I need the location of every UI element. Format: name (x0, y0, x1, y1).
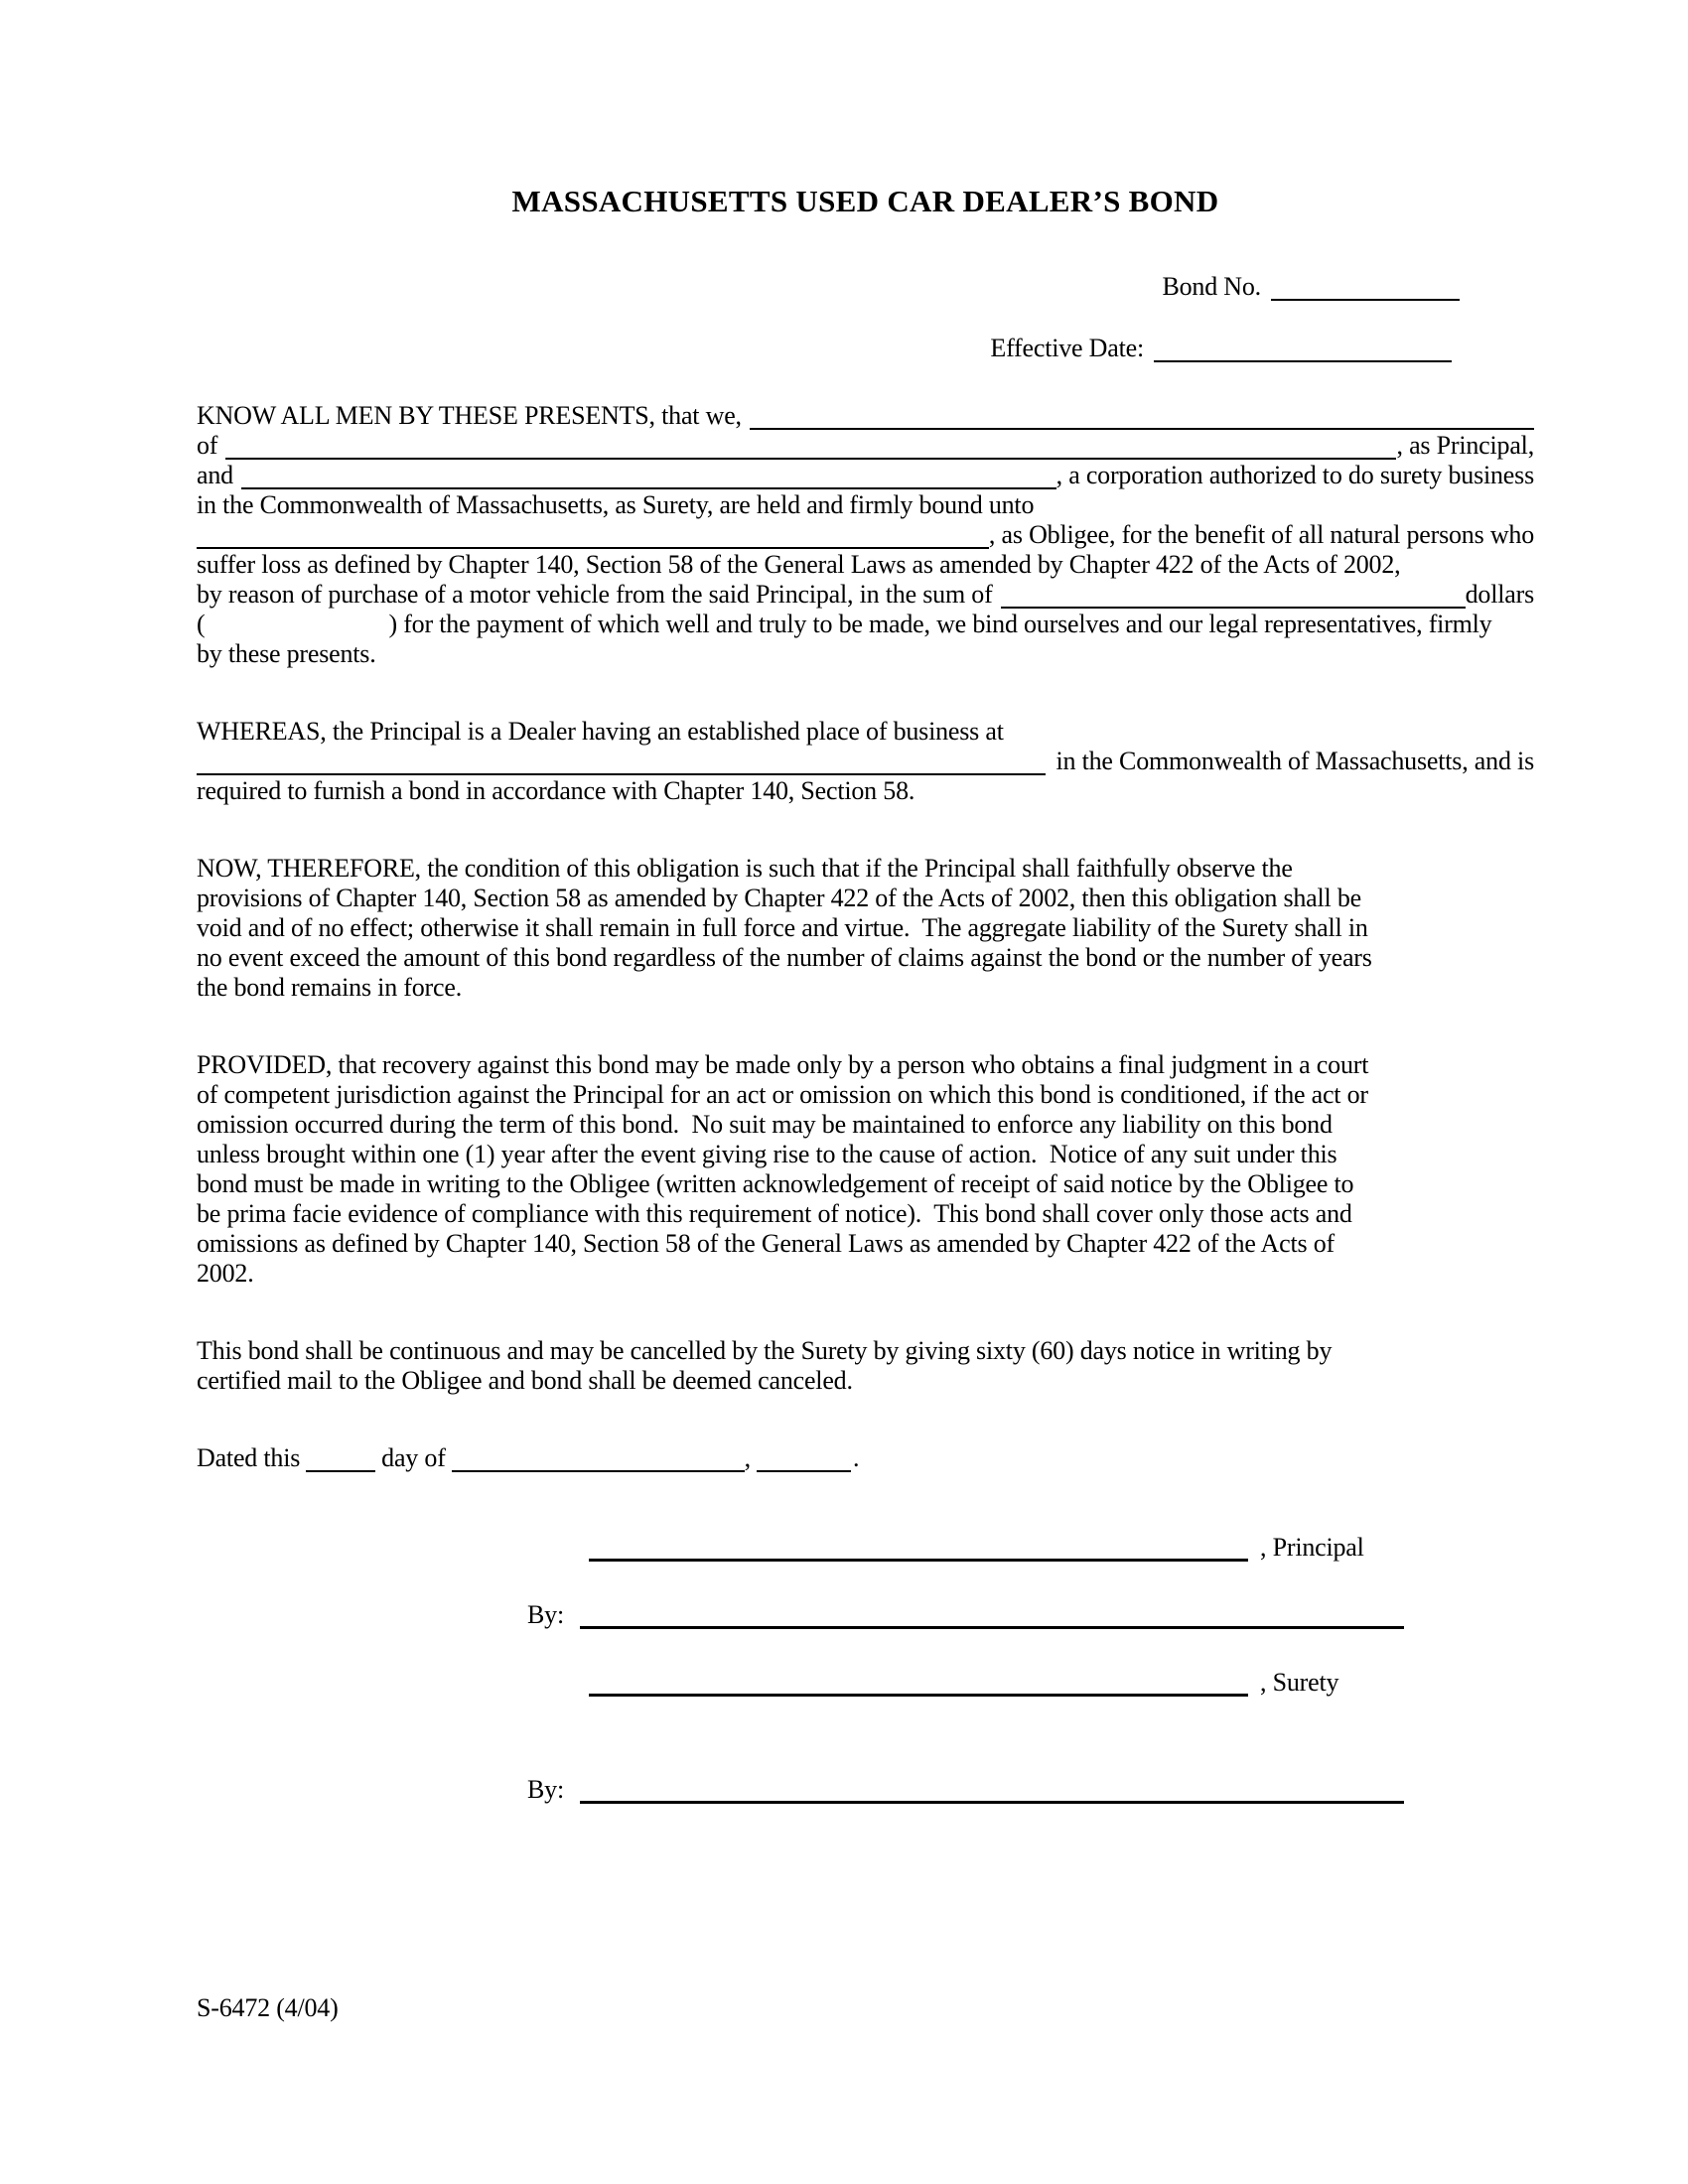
text-line: unless brought within one (1) year after the event giving rise to the cause of action. Notice of any suit under this (197, 1140, 1337, 1168)
surety-name-field[interactable] (241, 464, 1056, 489)
surety-signature-row (589, 1663, 1534, 1697)
text-line: 2002. (197, 1259, 254, 1288)
principal-signature-row (589, 1528, 1534, 1562)
dated-line: Dated this day of , . (197, 1443, 860, 1472)
text-line: ( ) for the payment of which well and truly to be made, we bind ourselves and our legal representatives, firmly (197, 610, 1492, 638)
effective-date-field[interactable] (1154, 337, 1452, 362)
paragraph-now-therefore (197, 853, 1534, 1002)
text-line: in the Commonwealth of Massachusetts, and is (197, 746, 1534, 775)
principal-signature-field[interactable] (589, 1533, 1248, 1562)
text-line: This bond shall be continuous and may be cancelled by the Surety by giving sixty (60) days notice in writing by (197, 1336, 1333, 1365)
text-line: by these presents. (197, 639, 376, 668)
principal-name-field[interactable] (750, 404, 1534, 430)
obligee-name-field[interactable] (197, 523, 989, 549)
text-line: NOW, THEREFORE, the condition of this obligation is such that if the Principal shall faithfully observe the (197, 854, 1293, 883)
effective-date-label: Effective Date: (990, 334, 1144, 362)
by-label: By: (527, 1775, 564, 1804)
text-line: required to furnish a bond in accordance with Chapter 140, Section 58. (197, 776, 915, 805)
bond-no-row (197, 269, 1534, 301)
dated-day-field[interactable] (306, 1446, 375, 1472)
text-line: , as Obligee, for the benefit of all natural persons who (197, 519, 1534, 549)
text-line: in the Commonwealth of Massachusetts, as Surety, are held and firmly bound unto (197, 490, 1035, 519)
text-line: void and of no effect; otherwise it shall remain in full force and virtue. The aggregate liability of the Surety shall in (197, 913, 1368, 942)
by-label: By: (527, 1600, 564, 1629)
text-line: suffer loss as defined by Chapter 140, Section 58 of the General Laws as amended by Chapter 422 of the Acts of 2002, (197, 550, 1401, 579)
page-title: MASSACHUSETTS USED CAR DEALER’S BOND (511, 184, 1219, 218)
bond-no-label: Bond No. (1162, 272, 1261, 301)
form-content (197, 184, 1534, 1804)
text-line: bond must be made in writing to the Obligee (written acknowledgement of receipt of said notice by the Obligee to (197, 1169, 1354, 1198)
text-line: the bond remains in force. (197, 973, 462, 1002)
text-line: no event exceed the amount of this bond regardless of the number of claims against the bond or the number of years (197, 943, 1372, 972)
surety-by-row (527, 1770, 1534, 1804)
text-line (197, 716, 1534, 746)
paragraph-continuous (197, 1335, 1534, 1395)
business-address-field[interactable] (197, 750, 1046, 775)
form-number: S-6472 (4/04) (197, 1993, 339, 2022)
bond-no-field[interactable] (1271, 275, 1460, 301)
bond-sum-numeric-field[interactable] (205, 614, 388, 638)
effective-date-row (197, 331, 1534, 362)
text-line: omission occurred during the term of this bond. No suit may be maintained to enforce any liability on this bond (197, 1110, 1333, 1139)
dated-year-field[interactable] (757, 1446, 851, 1472)
bond-sum-words-field[interactable] (1001, 583, 1466, 609)
text-line: of , as Principal, (197, 431, 1534, 460)
surety-by-signature-field[interactable] (580, 1775, 1404, 1804)
dated-month-field[interactable] (452, 1446, 745, 1472)
text-line: and , a corporation authorized to do surety business (197, 461, 1534, 489)
principal-signature-label: , Principal (1260, 1533, 1364, 1562)
text-line (197, 400, 1534, 430)
whereas-text: WHEREAS, the Principal is a Dealer having an established place of business at (197, 717, 1004, 746)
surety-signature-field[interactable] (589, 1668, 1248, 1697)
text-line: be prima facie evidence of compliance with this requirement of notice). This bond shall cover only those acts and (197, 1199, 1352, 1228)
know-all-men-text: KNOW ALL MEN BY THESE PRESENTS, that we, (197, 401, 742, 430)
text-line: by reason of purchase of a motor vehicle from the said Principal, in the sum of dollars (197, 580, 1534, 609)
text-line: provisions of Chapter 140, Section 58 as amended by Chapter 422 of the Acts of 2002, then this obligation shall be (197, 884, 1362, 912)
surety-signature-label: , Surety (1260, 1668, 1339, 1697)
principal-address-field[interactable] (225, 434, 1396, 460)
text-line: PROVIDED, that recovery against this bond may be made only by a person who obtains a final judgment in a court (197, 1050, 1369, 1079)
paragraph-whereas (197, 716, 1534, 805)
paragraph-know-all-men (197, 400, 1534, 668)
text-line: of competent jurisdiction against the Principal for an act or omission on which this bond is conditioned, if the act or (197, 1080, 1368, 1109)
principal-by-row (527, 1595, 1534, 1629)
dated-this-text: Dated this (197, 1443, 301, 1472)
paragraph-provided (197, 1049, 1534, 1288)
text-line: omissions as defined by Chapter 140, Section 58 of the General Laws as amended by Chapter 422 of the Acts of (197, 1229, 1335, 1258)
text-line: certified mail to the Obligee and bond shall be deemed canceled. (197, 1366, 853, 1395)
principal-by-signature-field[interactable] (580, 1600, 1404, 1629)
